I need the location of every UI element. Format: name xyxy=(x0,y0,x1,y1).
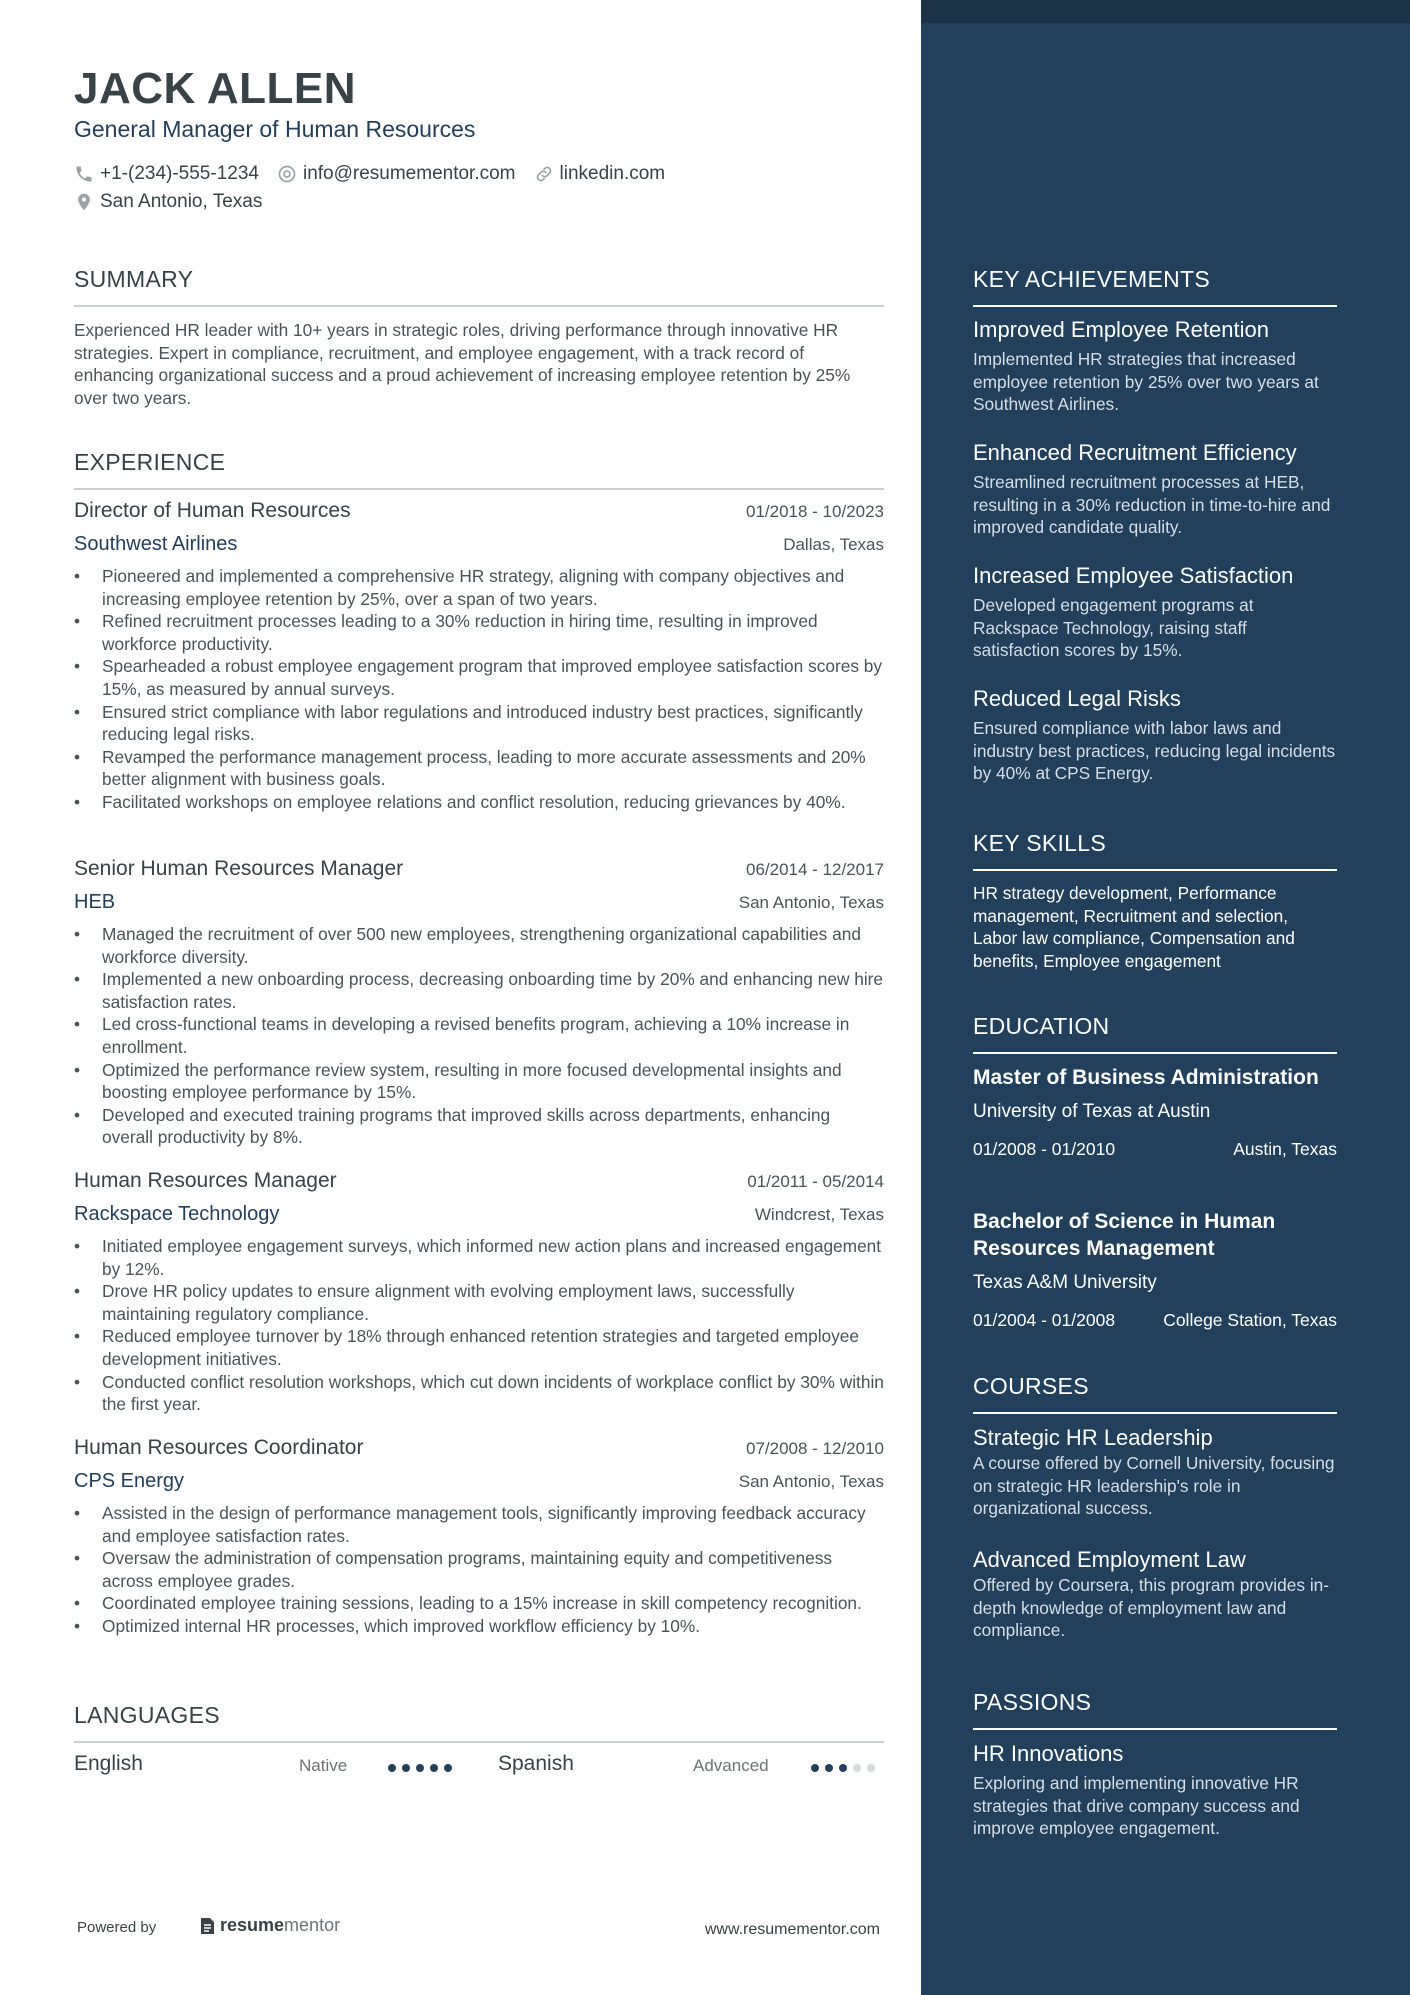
job-entry xyxy=(74,1436,884,1638)
rating-dot-filled xyxy=(416,1764,424,1772)
achievement-title: Enhanced Recruitment Efficiency xyxy=(973,440,1297,465)
passions-heading: PASSIONS xyxy=(973,1689,1337,1730)
experience-heading: EXPERIENCE xyxy=(74,449,884,490)
resumementor-logo-icon xyxy=(198,1916,216,1936)
bullet: • Pioneered and implemented a comprehensive HR strategy, aligning with company objectives and increasing employee retention by 25%, over a span of two years. xyxy=(74,565,884,610)
company-name: Southwest Airlines xyxy=(74,533,238,555)
job-bullets xyxy=(74,1502,884,1638)
main-column xyxy=(74,0,884,1995)
email-address: info@resumementor.com xyxy=(302,163,516,184)
bullet: • Facilitated workshops on employee relations and conflict resolution, reducing grievances by 40%. xyxy=(74,791,884,814)
job-entry xyxy=(74,499,884,814)
job-location: Windcrest, Texas xyxy=(754,1205,884,1224)
location-text: San Antonio, Texas xyxy=(100,191,263,212)
bullet: • Assisted in the design of performance management tools, significantly improving feedback accuracy and employee satisfaction rates. xyxy=(74,1502,884,1547)
job-bullets xyxy=(74,565,884,814)
job-entry xyxy=(74,1169,884,1416)
job-title: Director of Human Resources xyxy=(74,499,351,522)
at-icon xyxy=(277,164,297,184)
education-item xyxy=(973,1064,1337,1160)
achievements-heading: KEY ACHIEVEMENTS xyxy=(973,266,1337,307)
job-title: Senior Human Resources Manager xyxy=(74,857,404,880)
language-name: Spanish xyxy=(498,1752,574,1775)
course-item xyxy=(973,1546,1337,1642)
passion-desc: Exploring and implementing innovative HR strategies that drive company success and improve employee engagement. xyxy=(973,1773,1300,1838)
education-heading: EDUCATION xyxy=(973,1013,1337,1054)
rating-dot-filled xyxy=(388,1764,396,1772)
summary-text: Experienced HR leader with 10+ years in strategic roles, driving performance through innovative HR strategies. Expert in compliance, recruitment, and employee engagement, with a track record of enhancing organizational success and a proud achievement of increasing employee retention by 25% over two years. xyxy=(74,320,851,408)
bullet: • Coordinated employee training sessions, leading to a 15% increase in skill competency recognition. xyxy=(74,1592,884,1615)
achievement-title: Reduced Legal Risks xyxy=(973,686,1181,711)
bullet: • Managed the recruitment of over 500 new employees, strengthening organizational capabilities and workforce diversity. xyxy=(74,923,884,968)
job-dates: 01/2011 - 05/2014 xyxy=(747,1172,884,1191)
education-location: Austin, Texas xyxy=(1233,1139,1337,1159)
achievement-desc: Developed engagement programs at Rackspace Technology, raising staff satisfaction scores by 15%. xyxy=(973,595,1254,660)
education-dates: 01/2004 - 01/2008 xyxy=(973,1310,1116,1330)
location-contact xyxy=(74,191,262,213)
phone-icon xyxy=(74,164,94,184)
achievement-desc: Streamlined recruitment processes at HEB, resulting in a 30% reduction in time-to-hire and improved candidate quality. xyxy=(973,472,1331,537)
achievement-title: Increased Employee Satisfaction xyxy=(973,563,1294,588)
rating-dot-empty xyxy=(853,1764,861,1772)
achievement-item xyxy=(973,316,1337,416)
achievement-item xyxy=(973,562,1337,662)
languages-list xyxy=(74,1752,884,1782)
website-link[interactable]: www.resumementor.com xyxy=(704,1921,880,1938)
bullet: • Oversaw the administration of compensation programs, maintaining equity and competitiveness across employee grades. xyxy=(74,1547,884,1592)
job-location: San Antonio, Texas xyxy=(738,893,884,912)
education-item xyxy=(973,1208,1337,1331)
phone-contact[interactable] xyxy=(74,163,259,185)
company-name: CPS Energy xyxy=(74,1470,185,1492)
passion-title: HR Innovations xyxy=(973,1741,1124,1766)
linkedin-contact[interactable] xyxy=(534,163,666,185)
rating-dot-filled xyxy=(839,1764,847,1772)
footer xyxy=(74,1915,884,1945)
courses-heading: COURSES xyxy=(973,1373,1337,1414)
achievement-desc: Ensured compliance with labor laws and industry best practices, reducing legal incidents by 40% at CPS Energy. xyxy=(973,718,1336,783)
course-desc: Offered by Coursera, this program provides in-depth knowledge of employment law and compliance. xyxy=(973,1575,1330,1640)
email-contact[interactable] xyxy=(277,163,516,185)
location-pin-icon xyxy=(74,192,94,212)
powered-by-label: Powered by xyxy=(77,1919,157,1936)
bullet: • Optimized the performance review system, resulting in more focused developmental insights and boosting employee performance by 15%. xyxy=(74,1059,884,1104)
bullet: • Drove HR policy updates to ensure alignment with evolving employment laws, successfully maintaining regulatory compliance. xyxy=(74,1280,884,1325)
candidate-name: JACK ALLEN xyxy=(74,64,357,113)
achievement-item xyxy=(973,439,1337,539)
rating-dot-empty xyxy=(867,1764,875,1772)
language-rating xyxy=(388,1764,458,1772)
language-rating xyxy=(811,1764,881,1772)
language-name: English xyxy=(74,1752,143,1775)
job-dates: 06/2014 - 12/2017 xyxy=(745,860,884,879)
bullet: • Led cross-functional teams in developing a revised benefits program, achieving a 10% increase in enrollment. xyxy=(74,1013,884,1058)
language-level: Native xyxy=(299,1756,348,1775)
bullet: • Implemented a new onboarding process, decreasing onboarding time by 20% and enhancing new hire satisfaction rates. xyxy=(74,968,884,1013)
education-dates: 01/2008 - 01/2010 xyxy=(973,1139,1116,1159)
summary-heading: SUMMARY xyxy=(74,266,884,307)
rating-dot-filled xyxy=(825,1764,833,1772)
company-name: Rackspace Technology xyxy=(74,1203,280,1225)
school-name: Texas A&M University xyxy=(973,1272,1157,1293)
passion-item xyxy=(973,1740,1337,1840)
course-item xyxy=(973,1424,1337,1520)
bullet: • Refined recruitment processes leading to a 30% reduction in hiring time, resulting in improved workforce productivity. xyxy=(74,610,884,655)
job-dates: 01/2018 - 10/2023 xyxy=(745,502,884,521)
brand-logo[interactable] xyxy=(198,1915,340,1936)
bullet: • Ensured strict compliance with labor regulations and introduced industry best practices, significantly reducing legal risks. xyxy=(74,701,884,746)
company-name: HEB xyxy=(74,891,116,913)
job-location: San Antonio, Texas xyxy=(738,1472,884,1491)
bullet: • Initiated employee engagement surveys, which informed new action plans and increased engagement by 12%. xyxy=(74,1235,884,1280)
sidebar xyxy=(921,0,1410,1995)
languages-heading: LANGUAGES xyxy=(74,1702,884,1743)
achievement-title: Improved Employee Retention xyxy=(973,317,1269,342)
rating-dot-filled xyxy=(444,1764,452,1772)
course-desc: A course offered by Cornell University, focusing on strategic HR leadership's role in organizational success. xyxy=(973,1453,1335,1518)
phone-number: +1-(234)-555-1234 xyxy=(100,163,259,184)
bullet: • Developed and executed training programs that improved skills across departments, enhancing overall productivity by 8%. xyxy=(74,1104,884,1149)
bullet: • Revamped the performance management process, leading to more accurate assessments and 20% better alignment with business goals. xyxy=(74,746,884,791)
job-title: Human Resources Manager xyxy=(74,1169,337,1192)
language-level: Advanced xyxy=(693,1756,769,1775)
job-dates: 07/2008 - 12/2010 xyxy=(745,1439,884,1458)
degree-name: Bachelor of Science in Human Resources Management xyxy=(973,1210,1276,1260)
school-name: University of Texas at Austin xyxy=(973,1101,1211,1122)
sidebar-top-band xyxy=(921,0,1410,23)
rating-dot-filled xyxy=(430,1764,438,1772)
job-title: Human Resources Coordinator xyxy=(74,1436,364,1459)
bullet: • Reduced employee turnover by 18% through enhanced retention strategies and targeted employee development initiatives. xyxy=(74,1325,884,1370)
bullet: • Conducted conflict resolution workshops, which cut down incidents of workplace conflict by 30% within the first year. xyxy=(74,1371,884,1416)
contact-info xyxy=(74,160,884,216)
bullet: • Optimized internal HR processes, which improved workflow efficiency by 10%. xyxy=(74,1615,884,1638)
degree-name: Master of Business Administration xyxy=(973,1066,1319,1089)
achievement-desc: Implemented HR strategies that increased employee retention by 25% over two years at Southwest Airlines. xyxy=(973,349,1319,414)
job-bullets xyxy=(74,923,884,1149)
achievement-item xyxy=(973,685,1337,785)
course-title: Strategic HR Leadership xyxy=(973,1425,1213,1450)
candidate-role: General Manager of Human Resources xyxy=(74,116,476,142)
brand-name-bold: resume xyxy=(220,1915,285,1935)
job-bullets xyxy=(74,1235,884,1416)
bullet: • Spearheaded a robust employee engagement program that improved employee satisfaction scores by 15%, as measured by annual surveys. xyxy=(74,655,884,700)
link-icon xyxy=(534,164,554,184)
education-location: College Station, Texas xyxy=(1163,1310,1337,1330)
job-location: Dallas, Texas xyxy=(783,535,884,554)
linkedin-link: linkedin.com xyxy=(559,163,666,184)
skills-heading: KEY SKILLS xyxy=(973,830,1337,871)
rating-dot-filled xyxy=(811,1764,819,1772)
skills-text: HR strategy development, Performance management, Recruitment and selection, Labor law compliance, Compensation and benefits, Employee engagement xyxy=(973,883,1295,971)
course-title: Advanced Employment Law xyxy=(973,1547,1246,1572)
job-entry xyxy=(74,857,884,1149)
rating-dot-filled xyxy=(402,1764,410,1772)
brand-name-light: mentor xyxy=(284,1915,341,1935)
